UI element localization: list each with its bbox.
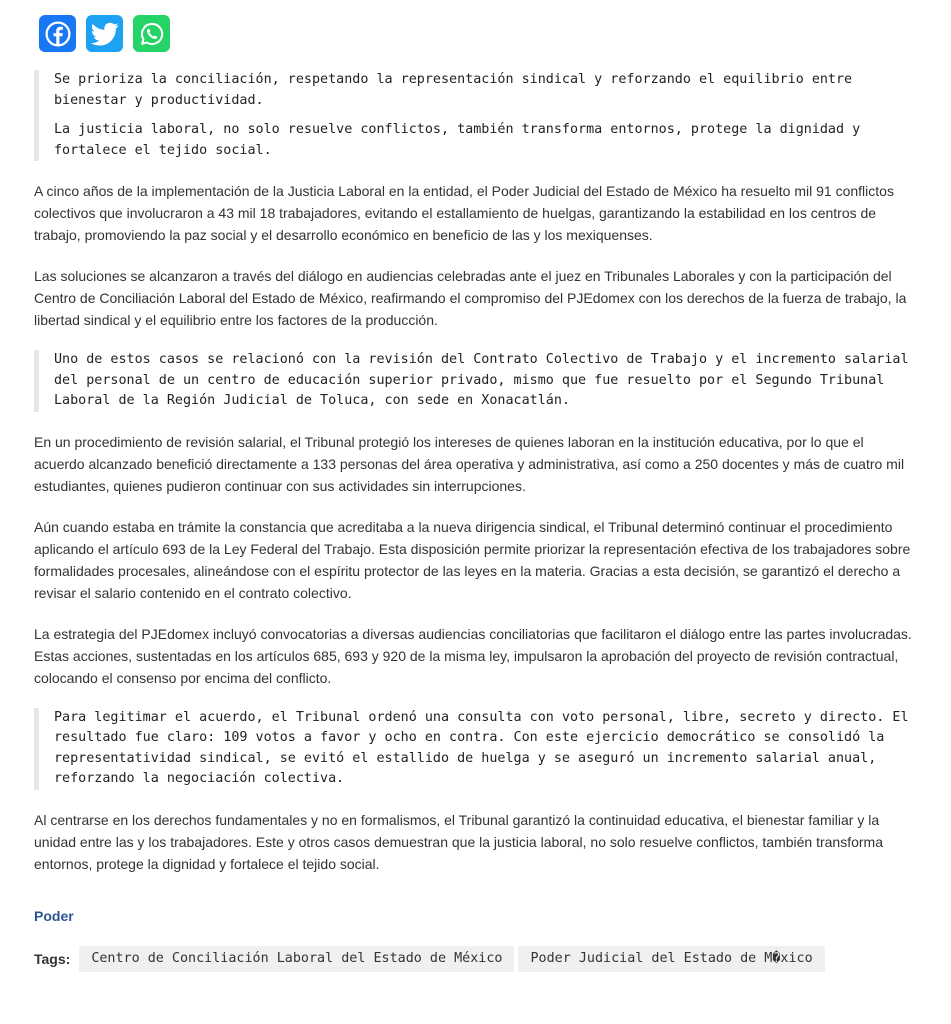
twitter-share-button[interactable] (86, 15, 123, 52)
tag-chip[interactable]: Poder Judicial del Estado de M�xico (518, 946, 824, 972)
whatsapp-share-button[interactable] (133, 15, 170, 52)
quote-paragraph: Se prioriza la conciliación, respetando la representación sindical y reforzando el equilibrio entre bienestar y productividad. (54, 72, 853, 108)
tags-label: Tags: (34, 951, 71, 967)
category-link[interactable]: Poder (34, 908, 74, 924)
share-buttons (39, 15, 170, 52)
quote-paragraph: Uno de estos casos se relacionó con la revisión del Contrato Colectivo de Trabajo y el incremento salarial del personal de un centro de educación superior privado, mismo que fue resuelto por el Segundo Tribunal Laboral de la Región Judicial de Toluca, con sede en Xonacatlán. (54, 352, 909, 408)
article-paragraph: En un procedimiento de revisión salarial, el Tribunal protegió los intereses de quienes laboran en la institución educativa, por lo que el acuerdo alcanzado benefició directamente a 133 personas del área operativa y administrativa, así como a 250 docentes y más de cuatro mil estudiantes, quienes pudieron continuar con sus actividades sin interrupciones. (34, 433, 905, 494)
blockquote-case (34, 350, 914, 412)
article-paragraph: Aún cuando estaba en trámite la constancia que acreditaba a la nueva dirigencia sindical, el Tribunal determinó continuar el procedimiento aplicando el artículo 693 de la Ley Federal del Trabajo. Esta disposición permite priorizar la representación efectiva de los trabajadores sobre formalidades procesales, alineándose con el espíritu protector de las leyes en la materia. Gracias a esta decisión, se garantizó el derecho a revisar el salario contenido en el contrato colectivo. (34, 518, 911, 601)
article-paragraph: A cinco años de la implementación de la Justicia Laboral en la entidad, el Poder Judicial del Estado de México ha resuelto mil 91 conflictos colectivos que involucraron a 43 mil 18 trabajadores, evitando el estallamiento de huelgas, garantizando la estabilidad en los centros de trabajo, promoviendo la paz social y el desarrollo económico en beneficio de las y los mexiquenses. (34, 183, 894, 243)
whatsapp-icon (138, 20, 166, 48)
article-paragraph: Al centrarse en los derechos fundamentales y no en formalismos, el Tribunal garantizó la continuidad educativa, el bienestar familiar y la unidad entre las y los trabajadores. Este y otros casos demuestran que la justicia laboral, no solo resuelve conflictos, también transforma entornos, protege la dignidad y fortalece el tejido social. (34, 811, 883, 872)
blockquote-vote (34, 708, 914, 790)
article-body (34, 70, 914, 894)
tags-list (34, 946, 829, 972)
quote-paragraph: Para legitimar el acuerdo, el Tribunal ordenó una consulta con voto personal, libre, secreto y directo. El resultado fue claro: 109 votos a favor y ocho en contra. Con este ejercicio democrático se consolidó la representatividad sindical, se evitó el estallido de huelga y se aseguró un incremento salarial anual, reforzando la negociación colectiva. (54, 709, 909, 786)
quote-paragraph: La justicia laboral, no solo resuelve conflictos, también transforma entornos, protege la dignidad y fortalece el tejido social. (54, 122, 861, 158)
facebook-share-button[interactable] (39, 15, 76, 52)
tag-chip[interactable]: Centro de Conciliación Laboral del Estado de México (79, 946, 514, 972)
article-paragraph: Las soluciones se alcanzaron a través del diálogo en audiencias celebradas ante el juez en Tribunales Laborales y con la participación del Centro de Conciliación Laboral del Estado de México, reafirmando el compromiso del PJEdomex con los derechos de la fuerza de trabajo, la libertad sindical y el equilibrio entre los factores de la producción. (34, 268, 907, 328)
facebook-icon (44, 20, 72, 48)
article-paragraph: La estrategia del PJEdomex incluyó convocatorias a diversas audiencias conciliatorias que facilitaron el diálogo entre las partes involucradas. Estas acciones, sustentadas en los artículos 685, 693 y 920 de la misma ley, impulsaron la aprobación del proyecto de revisión contractual, colocando el consenso por encima del conflicto. (34, 625, 912, 686)
blockquote-highlights (34, 70, 914, 161)
twitter-icon (91, 20, 119, 48)
